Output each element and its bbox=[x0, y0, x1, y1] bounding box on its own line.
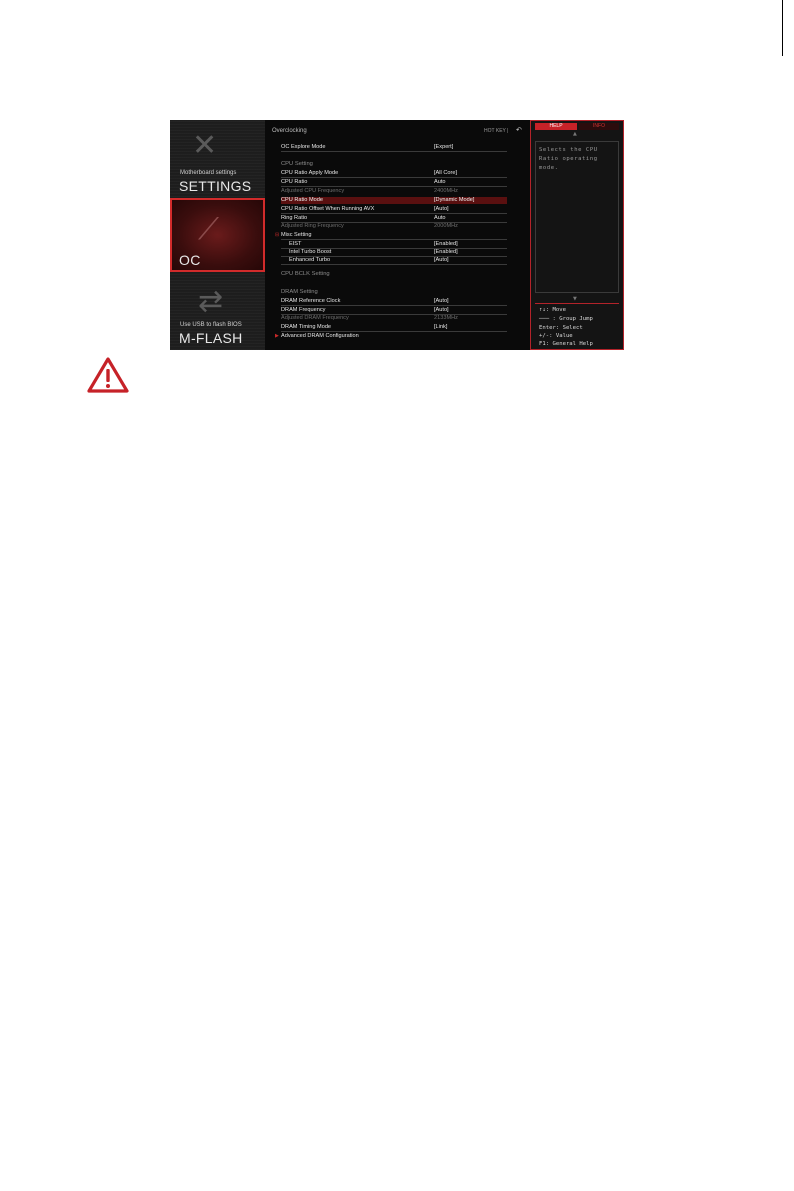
section-cpu-bclk-setting: CPU BCLK Setting bbox=[281, 271, 330, 277]
row-adjusted-cpu-frequency: Adjusted CPU Frequency 2400MHz bbox=[281, 188, 458, 194]
settings-subtitle: Motherboard settings bbox=[180, 170, 237, 176]
oc-title: OC bbox=[179, 252, 201, 268]
row-misc-setting[interactable]: ⊟ Misc Setting bbox=[281, 232, 507, 240]
panel-scroll-down-icon[interactable]: ▼ bbox=[573, 296, 577, 302]
arrow-right-icon: ▶ bbox=[275, 333, 279, 339]
row-cpu-ratio-offset-avx[interactable]: CPU Ratio Offset When Running AVX [Auto] bbox=[281, 206, 507, 214]
row-ring-ratio[interactable]: Ring Ratio Auto bbox=[281, 215, 507, 223]
sidebar-item-oc[interactable] bbox=[170, 198, 265, 272]
trim-mark bbox=[782, 0, 783, 56]
sidebar-item-mflash[interactable] bbox=[170, 274, 265, 350]
key-hint-value: +/-: Value bbox=[539, 333, 573, 339]
sidebar bbox=[170, 120, 265, 350]
main-panel bbox=[265, 120, 530, 350]
help-panel bbox=[530, 120, 624, 350]
row-enhanced-turbo[interactable]: Enhanced Turbo [Auto] bbox=[281, 257, 507, 265]
mflash-subtitle: Use USB to flash BIOS bbox=[180, 322, 242, 328]
tab-info[interactable]: INFO bbox=[579, 123, 619, 130]
help-box bbox=[535, 141, 619, 293]
row-intel-turbo-boost[interactable]: Intel Turbo Boost [Enabled] bbox=[281, 249, 507, 257]
page-title: Overclocking bbox=[272, 128, 307, 134]
row-oc-explore-mode[interactable]: OC Explore Mode [Expert] bbox=[281, 144, 507, 152]
row-eist[interactable]: EIST [Enabled] bbox=[281, 241, 507, 249]
key-hint-select: Enter: Select bbox=[539, 325, 583, 331]
row-advanced-dram-configuration[interactable]: ▶ Advanced DRAM Configuration bbox=[275, 333, 359, 339]
panel-scroll-up-icon[interactable]: ▲ bbox=[573, 131, 577, 137]
collapse-icon: ⊟ bbox=[275, 232, 280, 238]
row-adjusted-ring-frequency: Adjusted Ring Frequency 2000MHz bbox=[281, 223, 458, 229]
row-cpu-ratio[interactable]: CPU Ratio Auto bbox=[281, 179, 507, 187]
usb-icon: ⇄ bbox=[198, 284, 224, 319]
key-hint-general-help: F1: General Help bbox=[539, 341, 593, 347]
row-dram-reference-clock[interactable]: DRAM Reference Clock [Auto] bbox=[281, 298, 507, 306]
section-cpu-setting: CPU Setting bbox=[281, 161, 313, 167]
row-adjusted-dram-frequency: Adjusted DRAM Frequency 2133MHz bbox=[281, 315, 458, 321]
hotkey-label: HOT KEY | bbox=[484, 128, 509, 134]
warning-icon bbox=[86, 356, 130, 394]
section-dram-setting: DRAM Setting bbox=[281, 289, 318, 295]
row-cpu-ratio-apply-mode[interactable]: CPU Ratio Apply Mode [All Core] bbox=[281, 170, 507, 178]
bios-screen bbox=[170, 120, 624, 350]
tab-help[interactable]: HELP bbox=[535, 123, 577, 130]
settings-title: SETTINGS bbox=[179, 178, 252, 194]
key-hint-group-jump: ─── : Group Jump bbox=[539, 316, 593, 322]
back-icon[interactable]: ↶ bbox=[516, 126, 522, 134]
tools-icon: ✕ bbox=[192, 128, 218, 163]
row-dram-timing-mode[interactable]: DRAM Timing Mode [Link] bbox=[281, 324, 507, 332]
panel-divider bbox=[535, 303, 619, 304]
row-cpu-ratio-mode[interactable]: CPU Ratio Mode [Dynamic Mode] bbox=[281, 197, 507, 204]
help-text: Selects the CPU Ratio operating mode. bbox=[539, 147, 598, 171]
gauge-icon: ⟋ bbox=[198, 212, 219, 247]
mflash-title: M-FLASH bbox=[179, 330, 243, 346]
sidebar-item-settings[interactable] bbox=[170, 122, 265, 198]
key-hint-move: ↑↓: Move bbox=[539, 307, 566, 313]
row-dram-frequency[interactable]: DRAM Frequency [Auto] bbox=[281, 307, 507, 315]
